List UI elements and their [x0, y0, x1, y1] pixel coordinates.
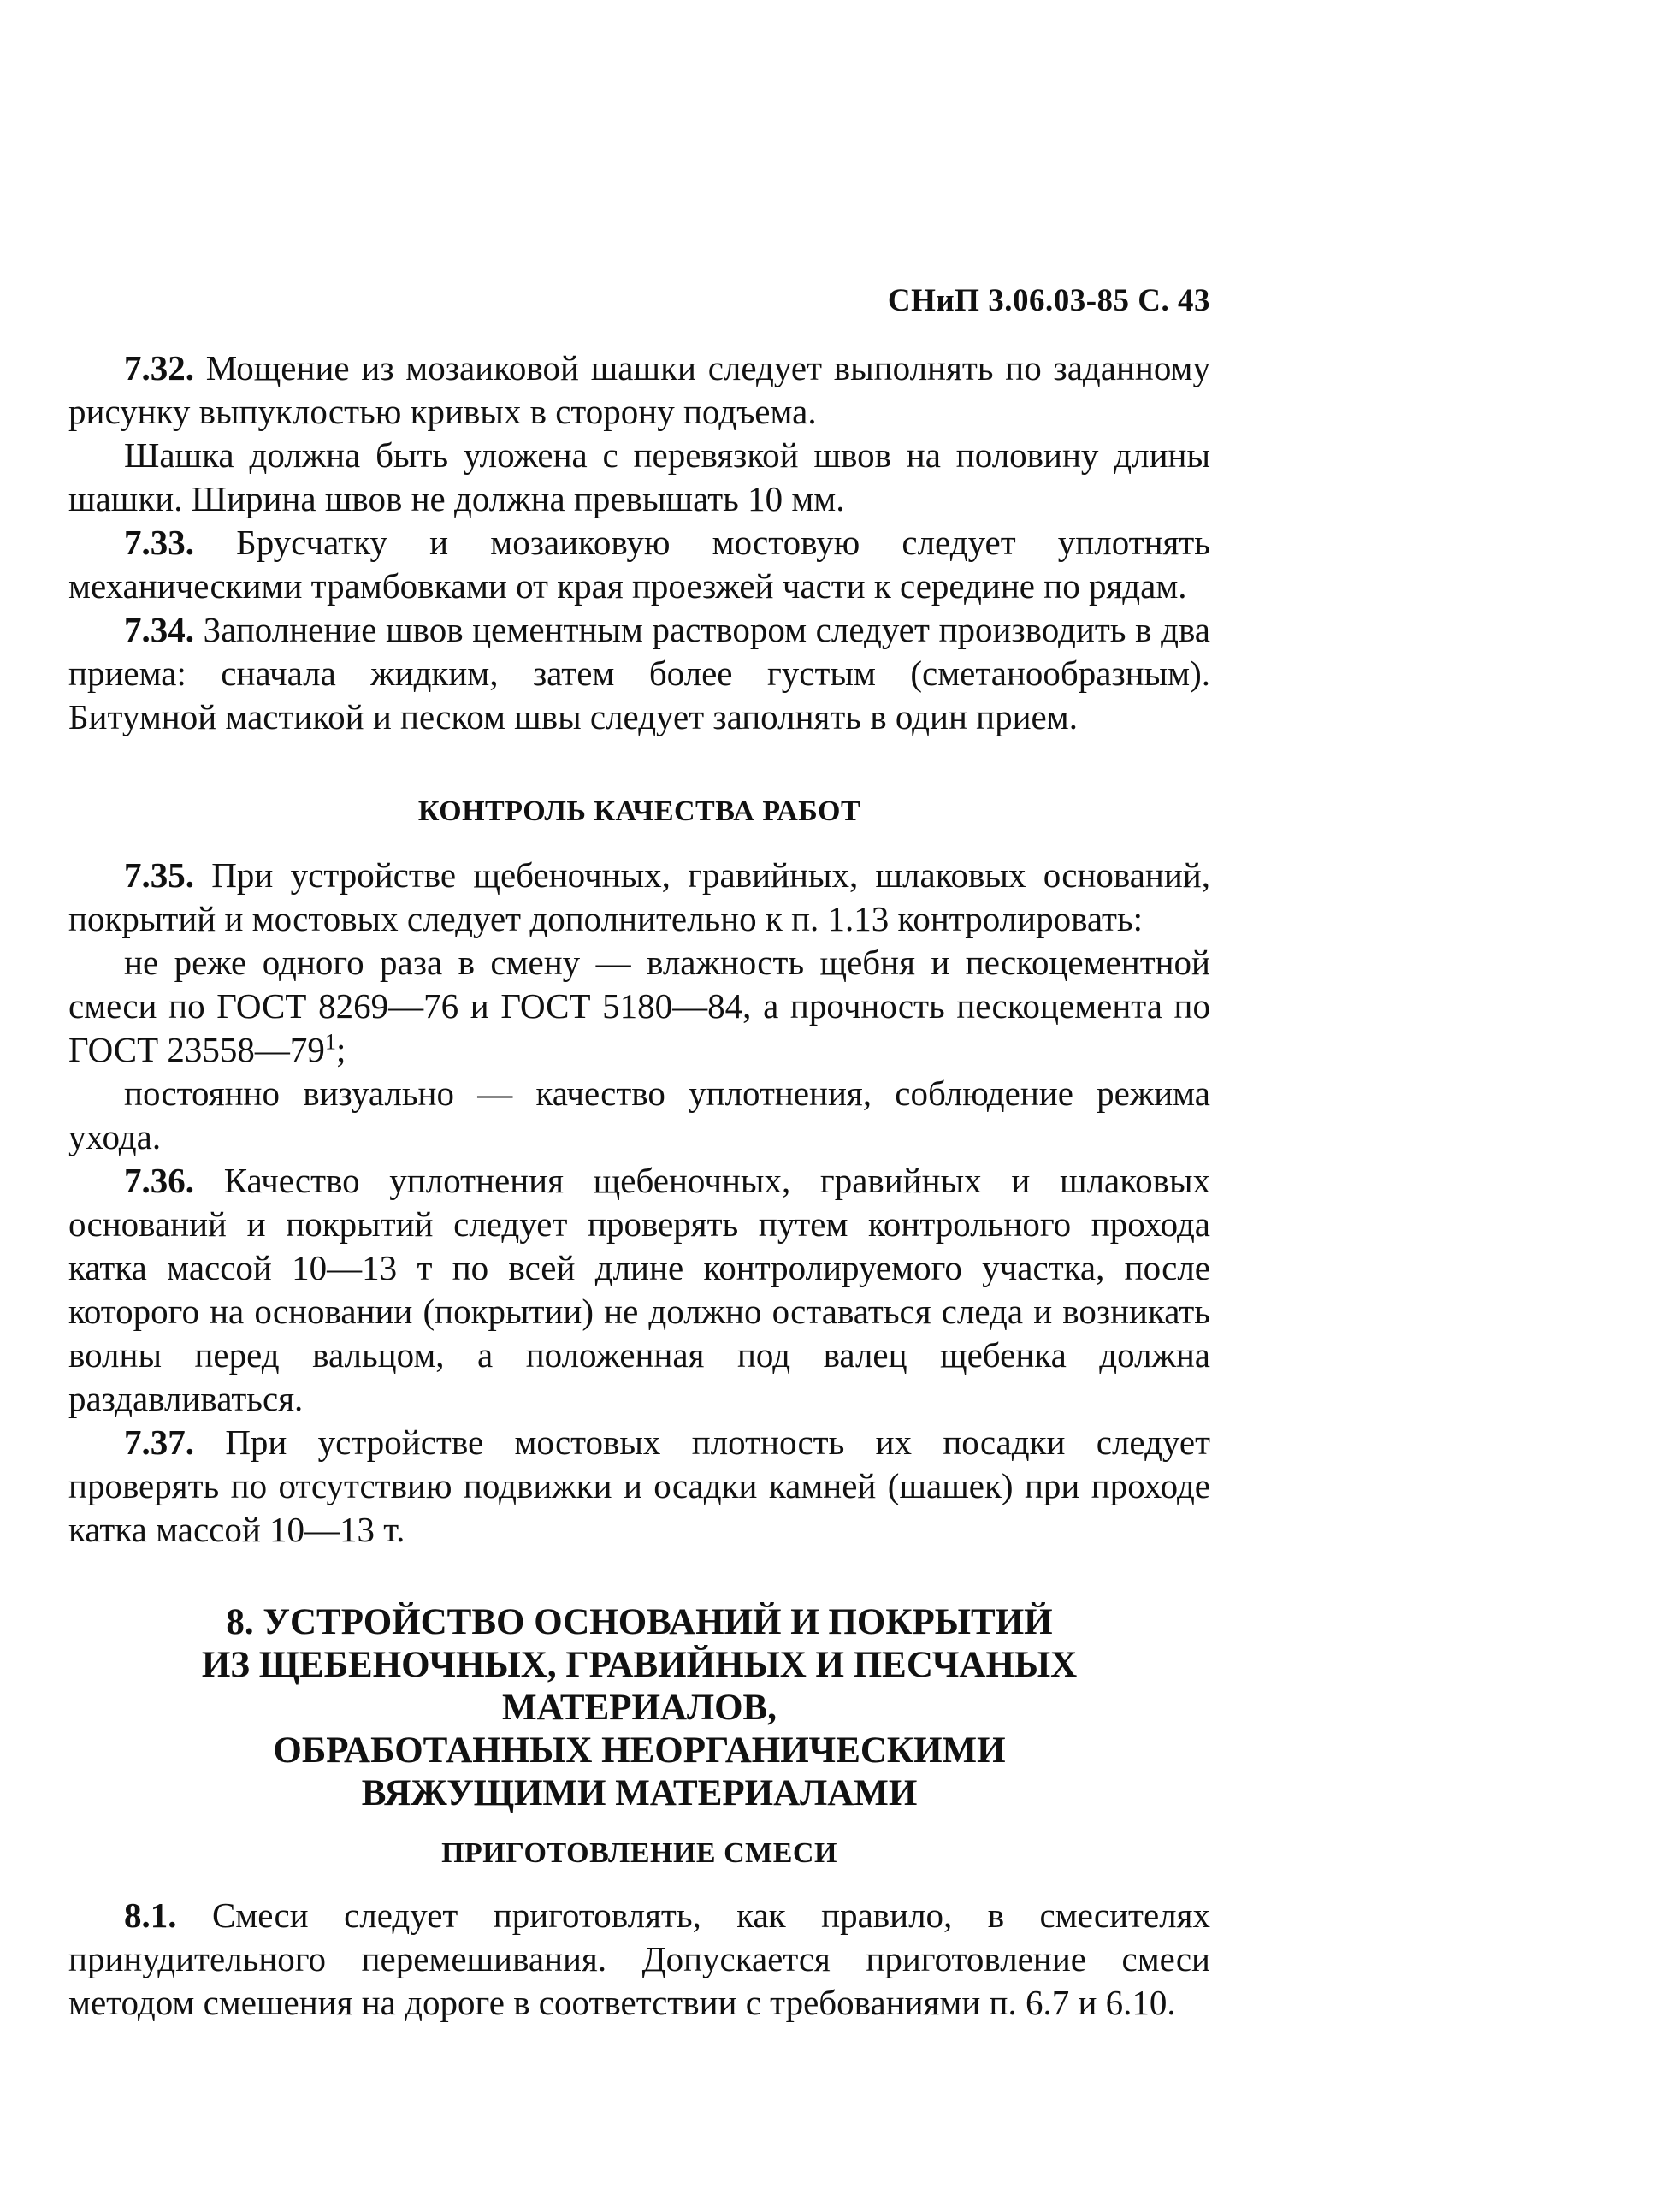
clause-number: 7.34.	[124, 610, 194, 649]
paragraph-7-35-item-1	[68, 941, 1210, 1072]
clause-text: Смеси следует приготовлять, как правило, в смесителях принудительного перемешивания. Допускается приготовление смеси методом смешения на дороге в соответствии с требованиями п. 6.7 и 6.10.	[68, 1896, 1210, 2022]
running-header: СНиП 3.06.03-85 С. 43	[887, 283, 1210, 318]
clause-text: При устройстве щебеночных, гравийных, шлаковых оснований, покрытий и мостовых следует дополнительно к п. 1.13 контролировать:	[68, 855, 1210, 938]
clause-text: Заполнение швов цементным раствором следует производить в два приема: сначала жидким, затем более густым (сметанообразным). Битумной мастикой и песком швы следует заполнять в один прием.	[68, 610, 1210, 736]
clause-text: Качество уплотнения щебеночных, гравийных и шлаковых оснований и покрытий следует проверять путем контрольного прохода катка массой 10—13 т по всей длине контролируемого участка, после которого на основании (покрытии) не должно оставаться следа и возникать волны перед вальцом, а положенная под валец щебенка должна раздавливаться.	[68, 1161, 1210, 1418]
section-heading-line: 8. УСТРОЙСТВО ОСНОВАНИЙ И ПОКРЫТИЙ	[226, 1602, 1053, 1642]
paragraph-8-1	[68, 1894, 1210, 2025]
paragraph-7-32-continued: Шашка должна быть уложена с перевязкой швов на половину длины шашки. Ширина швов не должна превышать 10 мм.	[68, 435, 1210, 518]
item-tail: ;	[335, 1030, 346, 1069]
subheading-mix-preparation: ПРИГОТОВЛЕНИЕ СМЕСИ	[441, 1837, 837, 1869]
section-heading-line: ВЯЖУЩИМИ МАТЕРИАЛАМИ	[361, 1773, 918, 1813]
footnote-mark: 1	[324, 1029, 336, 1055]
clause-number: 7.36.	[124, 1161, 194, 1200]
clause-text: Брусчатку и мозаиковую мостовую следует уплотнять механическими трамбовками от края проезжей части к середине по рядам.	[68, 523, 1210, 606]
paragraph-7-32	[68, 346, 1210, 434]
item-text: не реже одного раза в смену — влажность щебня и пескоцементной смеси по ГОСТ 8269—76 и ГОСТ 5180—84, а прочность пескоцемента по ГОСТ 23558—79	[68, 943, 1210, 1069]
clause-number: 8.1.	[124, 1896, 177, 1935]
paragraph-7-33	[68, 521, 1210, 608]
paragraph-7-37	[68, 1421, 1210, 1552]
section-heading-line: ИЗ ЩЕБЕНОЧНЫХ, ГРАВИЙНЫХ И ПЕСЧАНЫХ МАТЕРИАЛОВ,	[201, 1645, 1078, 1728]
section-heading-line: ОБРАБОТАННЫХ НЕОРГАНИЧЕСКИМИ	[273, 1730, 1006, 1771]
clause-number: 7.33.	[124, 523, 194, 562]
subheading-quality-control: КОНТРОЛЬ КАЧЕСТВА РАБОТ	[417, 795, 861, 827]
clause-text: При устройстве мостовых плотность их посадки следует проверять по отсутствию подвижки и осадки камней (шашек) при проходе катка массой 10—13 т.	[68, 1422, 1210, 1549]
paragraph-7-35	[68, 854, 1210, 941]
paragraph-7-36	[68, 1159, 1210, 1421]
paragraph-7-34	[68, 608, 1210, 739]
clause-text: Мощение из мозаиковой шашки следует выполнять по заданному рисунку выпуклостью кривых в сторону подъема.	[68, 348, 1210, 431]
clause-number: 7.35.	[124, 855, 194, 895]
clause-number: 7.37.	[124, 1422, 194, 1462]
clause-number: 7.32.	[124, 348, 194, 387]
paragraph-7-35-item-2: постоянно визуально — качество уплотнения, соблюдение режима ухода.	[68, 1073, 1210, 1156]
section-8-heading	[68, 1601, 1210, 1815]
document-page	[68, 282, 1210, 2025]
